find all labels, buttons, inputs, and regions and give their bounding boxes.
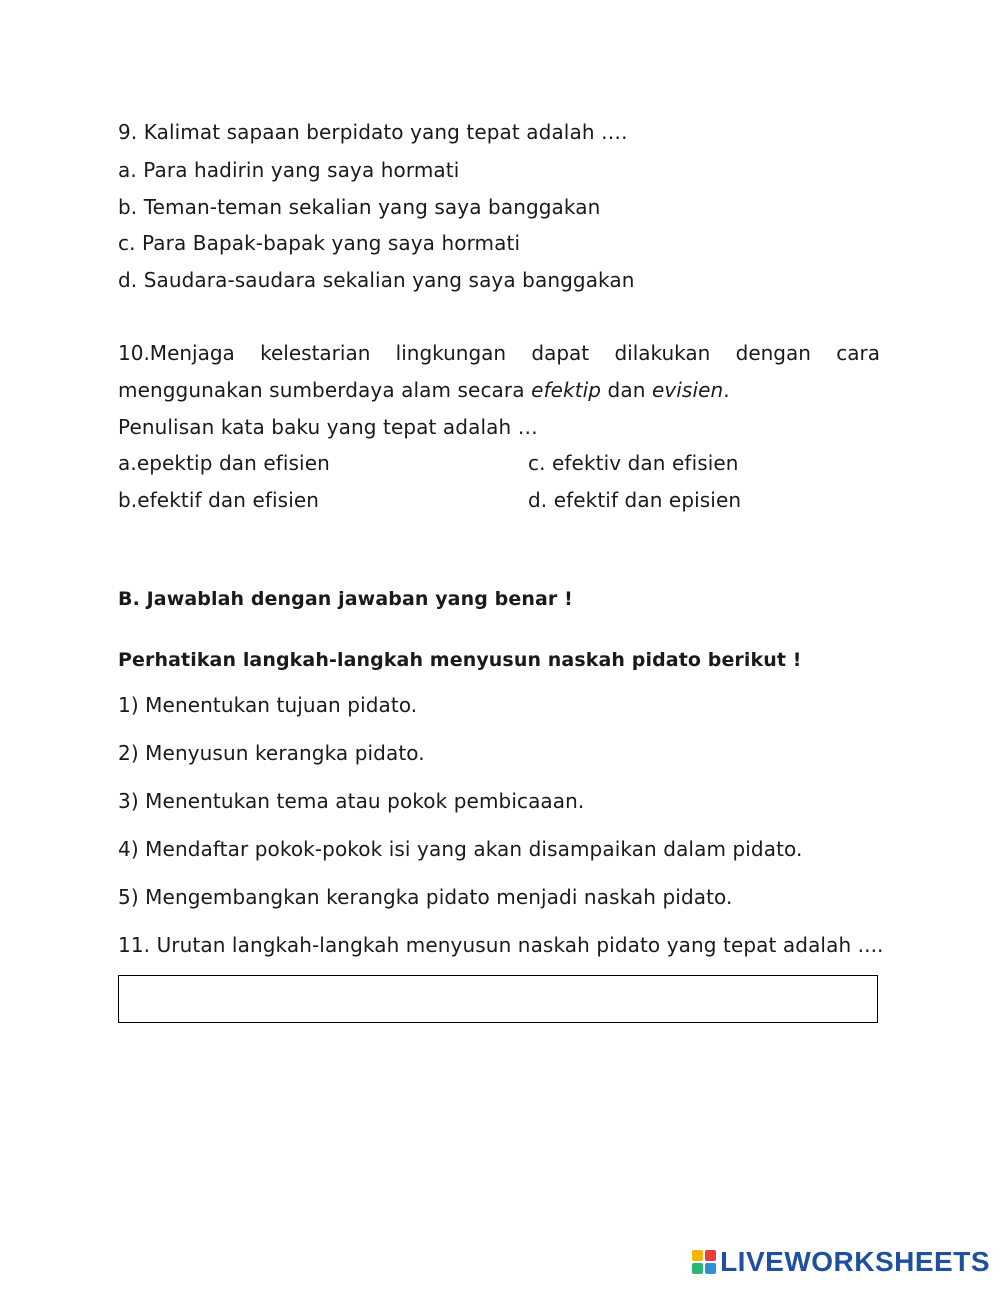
answer-input-q11[interactable] <box>118 975 878 1023</box>
q9-option-d: d. Saudara-saudara sekalian yang saya banggakan <box>118 268 635 292</box>
q10-word: dilakukan <box>614 341 711 365</box>
section-b-instruction: Perhatikan langkah-langkah menyusun naskah pidato berikut ! <box>118 649 802 671</box>
question-10-line-3: Penulisan kata baku yang tepat adalah … <box>118 415 538 439</box>
q9-option-a: a. Para hadirin yang saya hormati <box>118 158 460 182</box>
question-10-line-1 <box>118 339 880 367</box>
q9-option-c: c. Para Bapak-bapak yang saya hormati <box>118 231 521 255</box>
step-5: 5) Mengembangkan kerangka pidato menjadi naskah pidato. <box>118 885 733 909</box>
question-9: 9. Kalimat sapaan berpidato yang tepat adalah …. <box>118 120 628 144</box>
logo-text: LIVEWORKSHEETS <box>720 1246 990 1277</box>
q10-line2-suffix: . <box>723 378 730 402</box>
q10-word: 10.Menjaga <box>118 341 235 365</box>
step-4: 4) Mendaftar pokok-pokok isi yang akan disampaikan dalam pidato. <box>118 837 803 861</box>
q10-option-c: c. efektiv dan efisien <box>528 451 739 475</box>
q10-word: dapat <box>531 341 590 365</box>
q10-word: kelestarian <box>260 341 371 365</box>
step-1: 1) Menentukan tujuan pidato. <box>118 693 418 717</box>
step-2: 2) Menyusun kerangka pidato. <box>118 741 425 765</box>
q10-option-b: b.efektif dan efisien <box>118 488 320 512</box>
q10-line2-mid: dan <box>601 378 652 402</box>
q10-option-a: a.epektip dan efisien <box>118 451 330 475</box>
q10-line2-prefix: menggunakan sumberdaya alam secara <box>118 378 532 402</box>
liveworksheets-logo-icon <box>692 1250 716 1274</box>
section-b-heading: B. Jawablah dengan jawaban yang benar ! <box>118 588 573 610</box>
q10-word: cara <box>836 341 880 365</box>
q10-word-evisien: evisien <box>651 378 724 402</box>
q10-option-d: d. efektif dan episien <box>528 488 742 512</box>
liveworksheets-logo <box>692 1245 990 1279</box>
step-3: 3) Menentukan tema atau pokok pembicaaan. <box>118 789 585 813</box>
q10-word-efektip: efektip <box>531 378 602 402</box>
q10-word: dengan <box>735 341 811 365</box>
q10-word: lingkungan <box>395 341 507 365</box>
question-11: 11. Urutan langkah-langkah menyusun naskah pidato yang tepat adalah .... <box>118 933 884 957</box>
q9-option-b: b. Teman-teman sekalian yang saya banggakan <box>118 195 601 219</box>
question-10-line-2 <box>118 376 730 404</box>
